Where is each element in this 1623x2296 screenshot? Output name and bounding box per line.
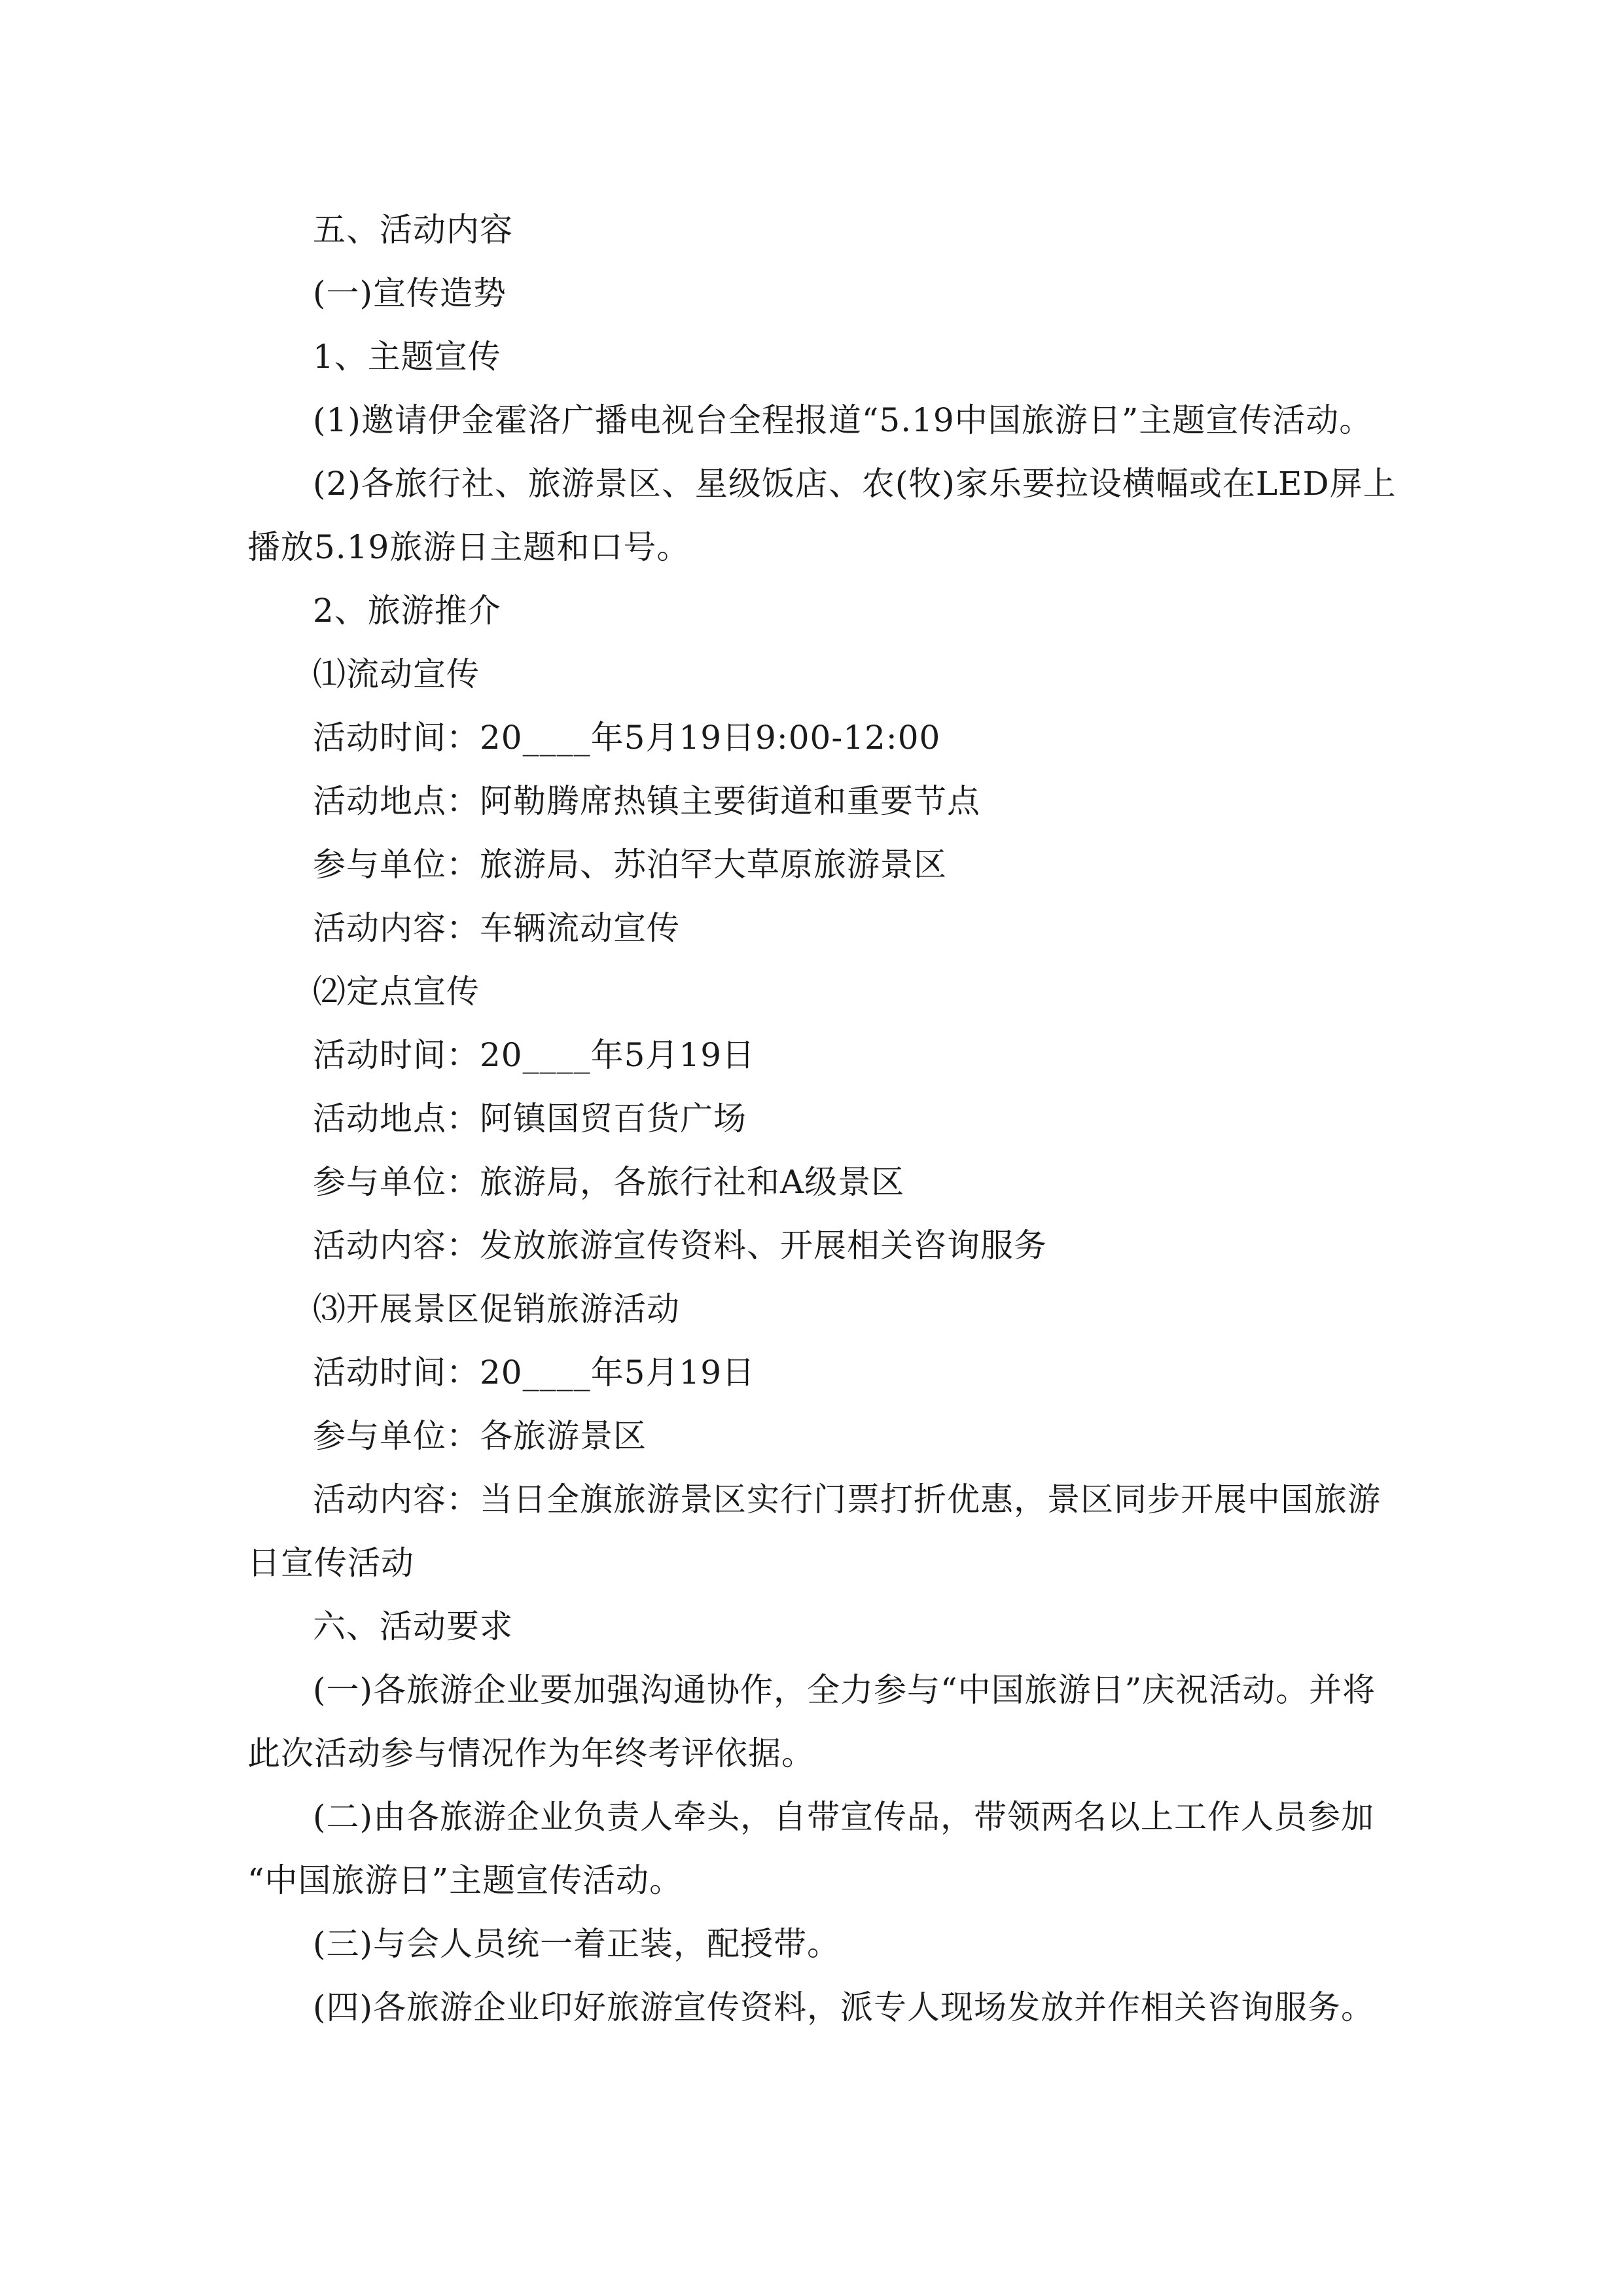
item-heading-fixed-publicity: ⑵定点宣传	[313, 973, 480, 1011]
paragraph-line: 参与单位：旅游局、苏泊罕大草原旅游景区	[313, 846, 947, 884]
item-heading-theme-publicity: 1、主题宣传	[313, 338, 501, 376]
paragraph-line: (1)邀请伊金霍洛广播电视台全程报道“5.19中国旅游日”主题宣传活动。	[313, 401, 1373, 439]
paragraph-line: 播放5.19旅游日主题和口号。	[247, 528, 690, 566]
paragraph-line: 活动地点：阿镇国贸百货广场	[313, 1100, 747, 1138]
paragraph-line: (四)各旅游企业印好旅游宣传资料，派专人现场发放并作相关咨询服务。	[313, 1988, 1375, 2026]
paragraph-line: 日宣传活动	[247, 1544, 414, 1582]
paragraph-line: (二)由各旅游企业负责人牵头，自带宣传品，带领两名以上工作人员参加	[313, 1798, 1375, 1836]
paragraph-line: 活动时间：20____年5月19日9:00-12:00	[313, 719, 941, 757]
subsection-heading-publicity: (一)宣传造势	[313, 274, 507, 312]
paragraph-line: 此次活动参与情况作为年终考评依据。	[247, 1734, 815, 1772]
item-heading-scenic-promotion: ⑶开展景区促销旅游活动	[313, 1290, 680, 1328]
section-heading-activity-requirements: 六、活动要求	[313, 1607, 513, 1645]
item-heading-tourism-promotion: 2、旅游推介	[313, 592, 501, 630]
paragraph-line: 参与单位：各旅游景区	[313, 1417, 647, 1455]
paragraph-line: 活动时间：20____年5月19日	[313, 1036, 756, 1074]
item-heading-mobile-publicity: ⑴流动宣传	[313, 655, 480, 693]
paragraph-line: 活动内容：发放旅游宣传资料、开展相关咨询服务	[313, 1227, 1047, 1265]
paragraph-line: (一)各旅游企业要加强沟通协作，全力参与“中国旅游日”庆祝活动。并将	[313, 1671, 1376, 1709]
paragraph-line: 活动内容：当日全旗旅游景区实行门票打折优惠，景区同步开展中国旅游	[313, 1480, 1381, 1518]
paragraph-line: (三)与会人员统一着正装，配授带。	[313, 1925, 841, 1963]
paragraph-line: 活动内容：车辆流动宣传	[313, 909, 680, 947]
paragraph-line: 活动时间：20____年5月19日	[313, 1354, 756, 1391]
paragraph-line: 参与单位：旅游局，各旅行社和A级景区	[313, 1163, 905, 1201]
paragraph-line: (2)各旅行社、旅游景区、星级饭店、农(牧)家乐要拉设横幅或在LED屏上	[313, 465, 1397, 503]
paragraph-line: 活动地点：阿勒腾席热镇主要街道和重要节点	[313, 782, 980, 820]
section-heading-activity-content: 五、活动内容	[313, 211, 513, 249]
paragraph-line: “中国旅游日”主题宣传活动。	[247, 1861, 683, 1899]
